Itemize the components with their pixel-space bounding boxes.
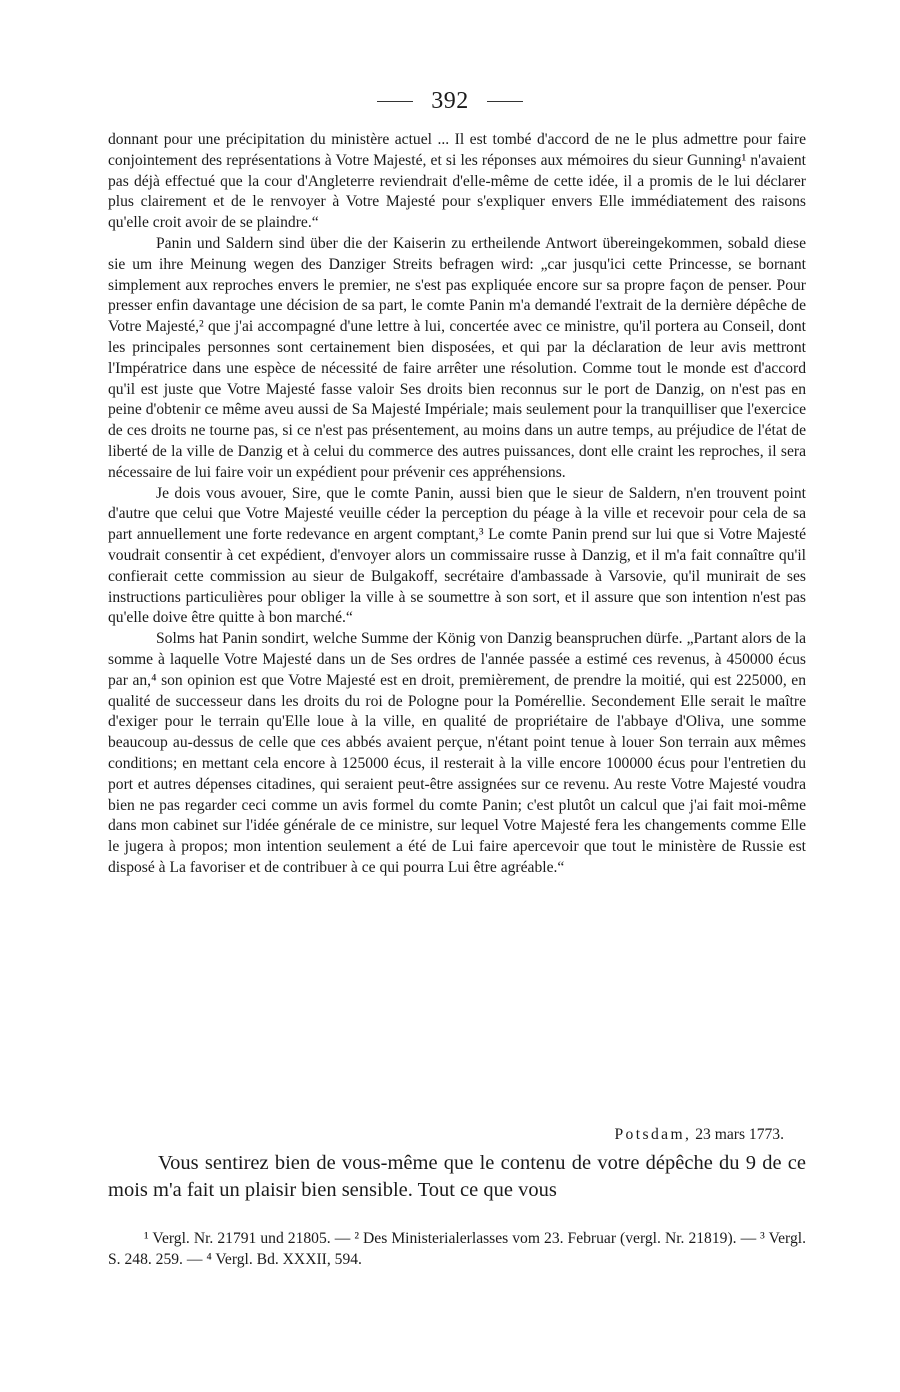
header-rule-left (377, 101, 413, 102)
dateline (108, 1124, 784, 1146)
dateline-date: 23 mars 1773. (695, 1126, 784, 1143)
paragraph-2: Panin und Saldern sind über die der Kaiserin zu ertheilende Antwort übereingekommen, sobald diese sie um ihre Meinung wegen des Danziger Streits befragen wird: „car jusqu'ici cette Princesse, se bornant simplement aux reproches envers le premier, ne s'est pas expliquée encore sur sa propre façon de penser. Pour presser enfin davantage une décision de sa part, le comte Panin m'a demandé l'extrait de la dernière dépêche de Votre Majesté,² que j'ai accompagné d'une lettre à lui, concertée avec ce ministre, qu'il portera au Conseil, dont les principales personnes sont certainement bien disposées, et qui par la déclaration de leur avis mettront l'Impératrice dans une espèce de nécessité de faire arrêter une résolution. Comme tout le monde est d'accord qu'il est juste que Votre Majesté fasse valoir Ses droits bien reconnus sur le port de Danzig, on n'est pas en peine d'obtenir ce même aveu aussi de Sa Majesté Impériale; mais seulement pour la tranquilliser que l'exercice de ces droits ne tourne pas, si ce n'est pas présentement, au moins dans un autre temps, au préjudice de l'état de liberté de la ville de Danzig et à celui du commerce des autres puissances, dont elle craint les reproches, il sera nécessaire de lui faire voir un expédient pour prévenir ces appréhensions. (108, 234, 806, 481)
header-rule-right (487, 101, 523, 102)
footnotes (108, 1228, 806, 1270)
dateline-place: Potsdam, (614, 1126, 692, 1143)
footnote-text: ¹ Vergl. Nr. 21791 und 21805. — ² Des Ministerialerlasses vom 23. Februar (vergl. Nr. 21819). — ³ Vergl. S. 248. 259. — ⁴ Vergl. Bd. XXXII, 594. (108, 1230, 806, 1268)
page-number: 392 (431, 87, 469, 114)
main-text (108, 130, 806, 879)
paragraph-1: donnant pour une précipitation du ministère actuel ... Il est tombé d'accord de ne le plus admettre pour faire conjointement des représentations à Votre Majesté, et si les réponses aux mémoires du sieur Gunning¹ n'avaient pas déjà effectué que la cour d'Angleterre reviendrait d'elle-même de cette idée, il a promis de le lui déclarer plus clairement et de le renvoyer à Votre Majesté pour s'expliquer envers Elle immédiatement des raisons qu'elle croit avoir de se plaindre.“ (108, 131, 806, 232)
paragraph-4: Solms hat Panin sondirt, welche Summe der König von Danzig beanspruchen dürfe. „Partant alors de la somme à laquelle Votre Majesté dans un de Ses ordres de l'année passée a estimé ces revenus, à 450000 écus par an,⁴ son opinion est que Votre Majesté est en droit, premièrement, de prendre la moitié, qui est 225000, en qualité de successeur dans les droits du roi de Pologne pour la Pomérellie. Secondement Elle serait le maître d'exiger pour le terrain qu'Elle loue à la ville, en qualité de propriétaire de l'abbaye d'Oliva, une somme beaucoup au-dessus de celle que ces abbés avaient perçue, n'étant point tenue à louer Son terrain aux mêmes conditions; en mettant cela encore à 125000 écus, il resterait à la ville encore 100000 écus pour l'entretien du port et autres dépenses citadines, qui seraient peut-être assignées sur ce revenu. Au reste Votre Majesté voudra bien ne pas regarder ceci comme un avis formel du comte Panin; c'est plutôt un calcul que j'ai fait moi-même dans mon cabinet sur l'idée générale de ce ministre, sur lequel Votre Majesté fera les changements comme Elle le jugera à propos; mon intention seulement a été de Lui faire apercevoir que tout le ministère de Russie est disposé à La favoriser et de contribuer à ce qui pourra Lui être agréable.“ (108, 630, 806, 876)
letter-text (108, 1150, 806, 1204)
paragraph-3: Je dois vous avouer, Sire, que le comte Panin, aussi bien que le sieur de Saldern, n'en trouvent point d'autre que celui que Votre Majesté veuille céder la perception du péage à la ville et recevoir pour cela de sa part annuellement une forte redevance en argent comptant,³ Le comte Panin prend sur lui que si Votre Majesté voudrait consentir à cet expédient, d'envoyer alors un commissaire russe à Danzig, et il m'a fait connaître qu'il confierait cette commission au sieur de Bulgakoff, secrétaire d'ambassade à Varsovie, qu'il munirait de ses instructions particulières pour obliger la ville à se soumettre à son sort, et il assure que son intention n'est pas qu'elle doive être quitte à bon marché.“ (108, 484, 806, 627)
page-header (0, 84, 900, 118)
letter-paragraph: Vous sentirez bien de vous-même que le contenu de votre dépêche du 9 de ce mois m'a fait un plaisir bien sensible. Tout ce que vous (108, 1152, 806, 1201)
